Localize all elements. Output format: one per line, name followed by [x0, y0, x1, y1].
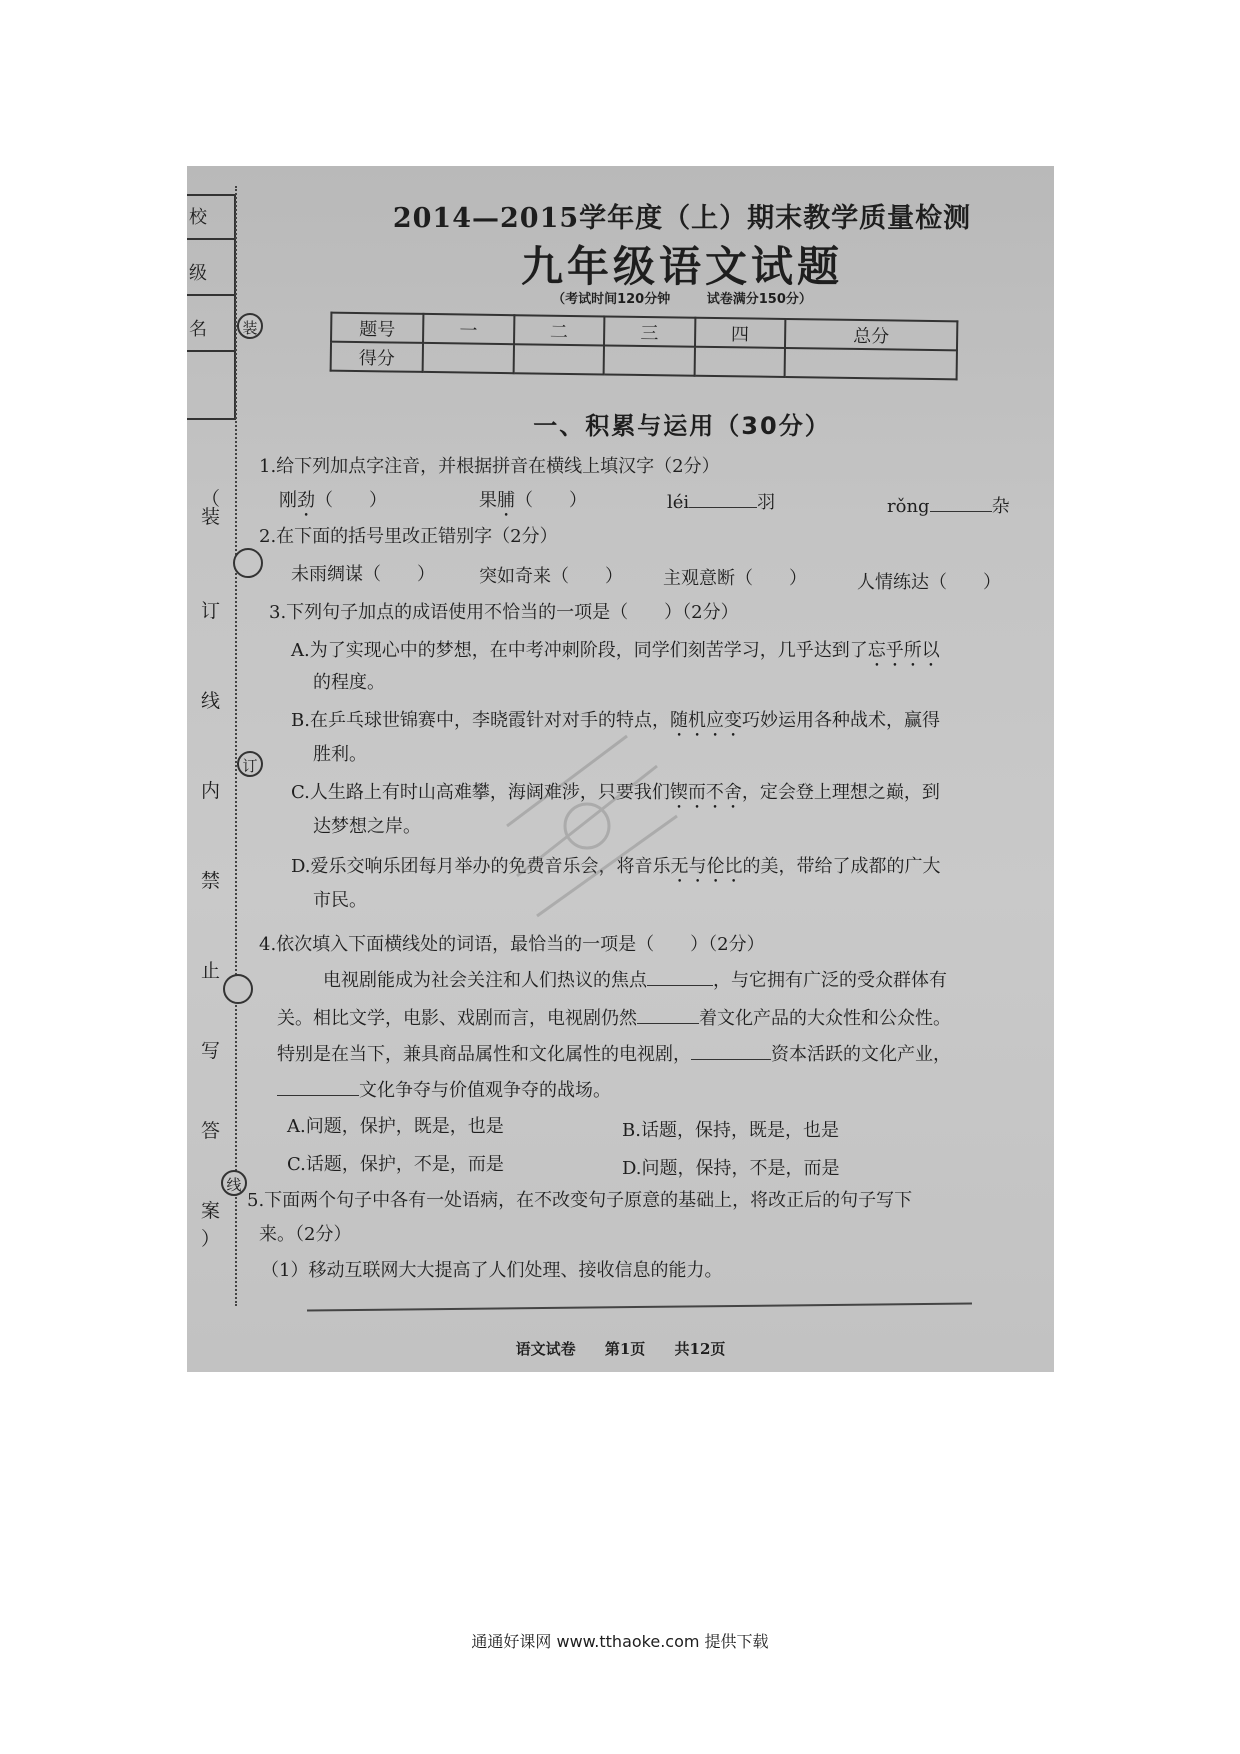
score-cell[interactable] — [513, 344, 604, 374]
binding-char: 装 — [201, 506, 221, 528]
page-total: 共12页 — [674, 1340, 726, 1358]
column-header: 总分 — [785, 319, 957, 350]
score-cell[interactable] — [604, 345, 695, 375]
option-continuation: 的程度。 — [313, 672, 385, 693]
exam-photo — [187, 166, 1054, 1372]
binding-ring: 订 — [237, 751, 263, 777]
option-text: 的美，带给了成都的广大 — [742, 856, 941, 877]
answer-blank[interactable] — [691, 1045, 771, 1060]
dotted-idiom: 忘乎所以 — [867, 640, 940, 661]
score-cell[interactable] — [694, 347, 785, 377]
page-number: 第1页 — [604, 1340, 646, 1358]
answer-bracket[interactable]: （ ） — [515, 490, 587, 511]
q4-option[interactable]: D.问题，保持，不是，而是 — [622, 1158, 840, 1179]
binding-char: 内 — [201, 780, 221, 802]
binding-char: 案 — [201, 1200, 221, 1222]
score-cell[interactable] — [785, 348, 957, 379]
q1-word-text: 杂 — [991, 496, 1010, 517]
score-table — [330, 312, 959, 381]
q2-item[interactable]: 人情练达（ ） — [857, 572, 1001, 593]
option-text: ，定会登上理想之巅，到 — [741, 782, 940, 803]
option-a — [291, 636, 940, 671]
column-header: 一 — [423, 314, 514, 344]
exam-subtitle — [362, 288, 1002, 307]
passage-text: 文化争夺与价值观争夺的战场。 — [359, 1080, 611, 1101]
option-text: D.爱乐交响乐团每月举办的免费音乐会，将音乐 — [291, 856, 671, 877]
info-cell: 名 — [187, 308, 234, 352]
binding-ring — [223, 974, 253, 1004]
binding-char: 答 — [201, 1120, 221, 1142]
q1-item — [887, 492, 1010, 518]
row-label: 题号 — [331, 313, 423, 343]
option-continuation: 市民。 — [313, 890, 367, 911]
row-label: 得分 — [331, 342, 423, 372]
question-stem: 4.依次填入下面横线处的词语，最恰当的一项是（ ）（2分） — [259, 934, 765, 955]
exam-title: 九年级语文试题 — [520, 242, 843, 291]
column-header: 三 — [604, 316, 695, 346]
exam-session-title: 2014—2015学年度（上）期末教学质量检测 — [392, 203, 972, 234]
answer-bracket[interactable]: （ ） — [315, 490, 387, 511]
question-stem: 3.下列句子加点的成语使用不恰当的一项是（ ）（2分） — [269, 602, 739, 623]
pinyin: rǒng — [887, 496, 930, 517]
answer-blank[interactable] — [647, 971, 713, 986]
q4-option[interactable]: B.话题，保持，既是，也是 — [622, 1120, 839, 1141]
binding-char: 止 — [201, 960, 221, 982]
option-text: 巧妙运用各种战术，赢得 — [741, 710, 940, 731]
q1-word-text: 刚 — [279, 490, 297, 511]
dotted-char: 脯 — [497, 490, 515, 511]
q1-item — [279, 486, 387, 521]
passage-text: 关。相比文学，电影、戏剧而言，电视剧仍然 — [277, 1008, 637, 1029]
binding-char: 写 — [201, 1040, 221, 1062]
option-text: B.在乒乓球世锦赛中，李晓霞针对对手的特点， — [291, 710, 670, 731]
option-continuation: 达梦想之岸。 — [313, 816, 421, 837]
option-text: A.为了实现心中的梦想，在中考冲刺阶段，同学们刻苦学习，几乎达到了 — [291, 640, 868, 661]
dotted-char: 劲 — [297, 490, 315, 511]
q4-passage-line — [277, 1004, 951, 1030]
answer-blank[interactable] — [689, 493, 757, 508]
binding-char: （ — [201, 488, 221, 510]
section-title: 一、积累与运用（30分） — [533, 412, 831, 440]
question-stem-continuation: 来。（2分） — [259, 1224, 352, 1245]
passage-text: ，与它拥有广泛的受众群体有 — [713, 970, 947, 991]
q4-option[interactable]: A.问题，保护，既是，也是 — [287, 1116, 504, 1137]
question-stem: 5.下面两个句子中各有一处语病，在不改变句子原意的基础上，将改正后的句子写下 — [247, 1190, 913, 1211]
q1-item — [479, 486, 587, 521]
answer-blank[interactable] — [930, 497, 992, 512]
binding-char: 禁 — [201, 870, 221, 892]
binding-char: ） — [201, 1228, 221, 1250]
binding-dotted-line — [235, 186, 237, 1306]
answer-line[interactable] — [307, 1303, 972, 1312]
info-cell: 级 — [187, 252, 234, 296]
dotted-idiom: 无与伦比 — [670, 856, 743, 877]
watermark-logo — [477, 706, 697, 936]
q2-item[interactable]: 主观意断（ ） — [663, 568, 807, 589]
score-cell[interactable] — [423, 343, 514, 373]
info-cell: 校 — [187, 196, 234, 240]
student-info-box — [187, 194, 236, 420]
passage-text: 特别是在当下，兼具商品属性和文化属性的电视剧， — [277, 1044, 691, 1065]
binding-char: 订 — [201, 600, 221, 622]
passage-text: 电视剧能成为社会关注和人们热议的焦点 — [323, 970, 647, 991]
q1-word-text: 羽 — [757, 492, 776, 513]
info-cell — [187, 364, 234, 408]
question-stem: 1.给下列加点字注音，并根据拼音在横线上填汉字（2分） — [259, 456, 720, 477]
q4-passage-line — [277, 1040, 951, 1066]
dotted-idiom: 随机应变 — [669, 710, 742, 731]
option-text: C.人生路上有时山高难攀，海阔难涉，只要我们 — [291, 782, 670, 803]
dotted-idiom: 锲而不舍 — [669, 782, 742, 803]
pinyin: léi — [667, 492, 690, 513]
column-header: 四 — [694, 318, 785, 348]
site-footer: 通通好课网 www.tthaoke.com 提供下载 — [471, 1632, 769, 1651]
page-footer — [187, 1338, 1054, 1359]
answer-blank[interactable] — [277, 1081, 359, 1096]
q2-item[interactable]: 突如奇来（ ） — [479, 566, 623, 587]
time-note: （考试时间120分钟 — [552, 292, 671, 307]
binding-ring: 线 — [221, 1170, 247, 1196]
q4-option[interactable]: C.话题，保护，不是，而是 — [287, 1154, 504, 1175]
q5-sentence: （1）移动互联网大大提高了人们处理、接收信息的能力。 — [261, 1260, 723, 1281]
column-header: 二 — [514, 315, 605, 345]
answer-blank[interactable] — [637, 1009, 699, 1024]
question-stem: 2.在下面的括号里改正错别字（2分） — [259, 526, 558, 547]
page-subject: 语文试卷 — [515, 1340, 576, 1358]
q2-item[interactable]: 未雨绸谋（ ） — [291, 564, 435, 585]
score-note: 试卷满分150分） — [706, 292, 812, 307]
binding-char: 线 — [201, 690, 221, 712]
passage-text: 着文化产品的大众性和公众性。 — [699, 1008, 951, 1029]
q1-word-text: 果 — [479, 490, 497, 511]
q1-item — [667, 488, 775, 514]
passage-text: 资本活跃的文化产业， — [771, 1044, 951, 1065]
q4-passage-line — [323, 966, 947, 992]
binding-ring: 装 — [237, 313, 263, 339]
binding-ring — [233, 548, 263, 578]
q4-passage-line — [277, 1076, 611, 1102]
option-continuation: 胜利。 — [313, 744, 367, 765]
